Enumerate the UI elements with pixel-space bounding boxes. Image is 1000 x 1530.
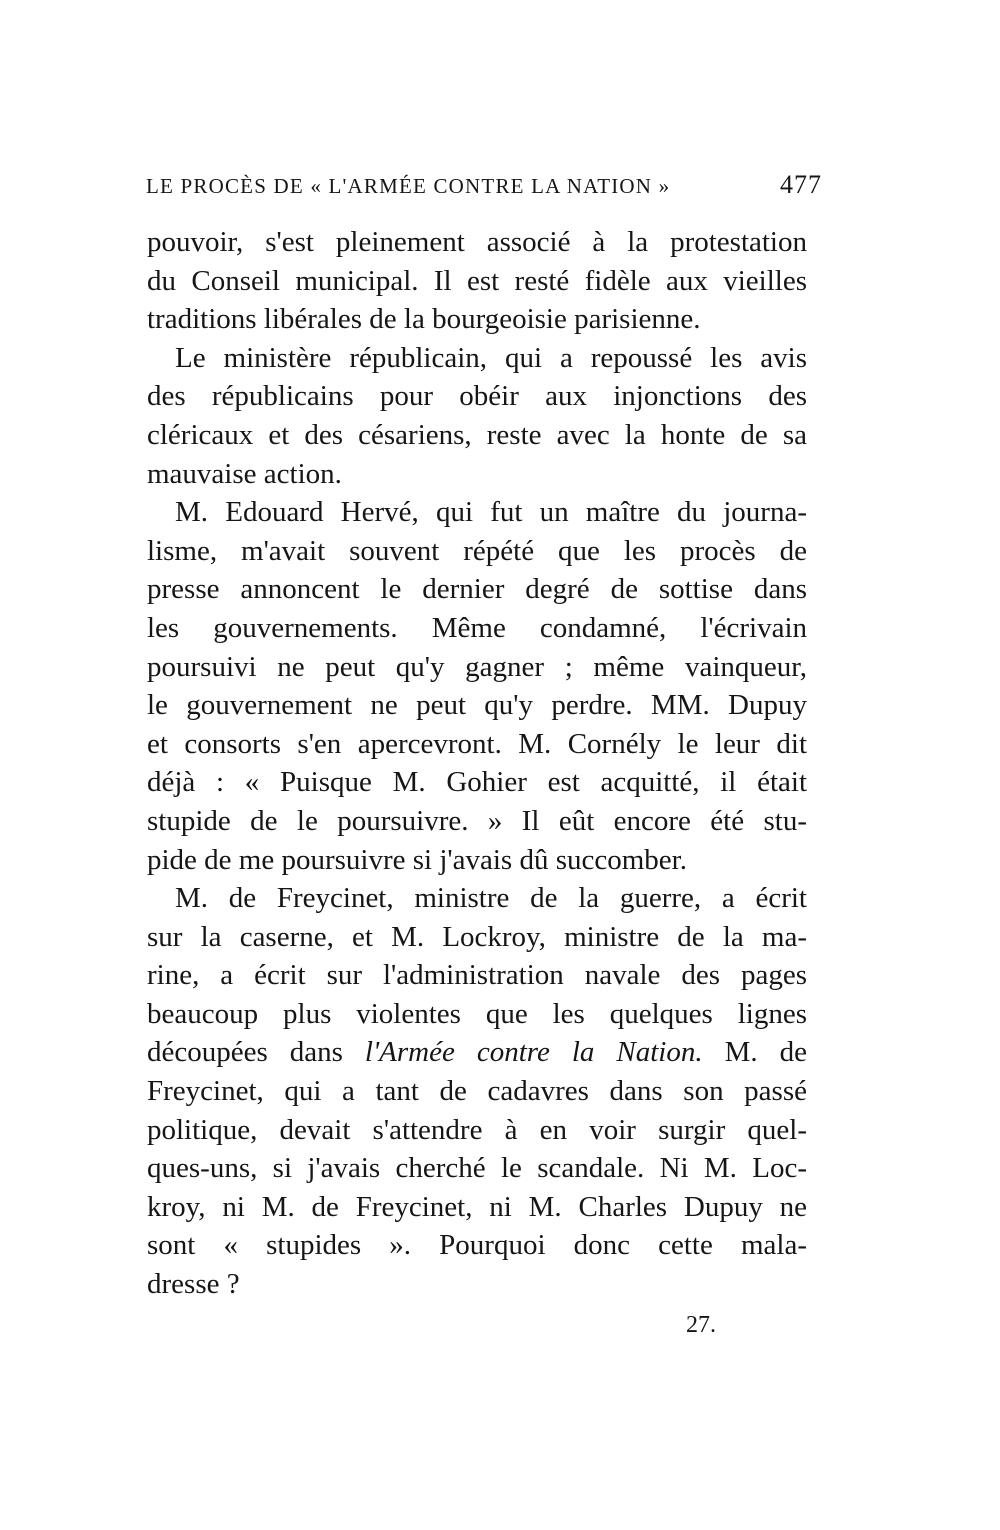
text-line: rine, a écrit sur l'administration navale des pages (147, 959, 807, 992)
text-line: sur la caserne, et M. Lockroy, ministre de la ma- (147, 920, 807, 953)
paragraph-start-line: Le ministère républicain, qui a repoussé les avis (175, 341, 807, 374)
paragraph-start-line: M. de Freycinet, ministre de la guerre, a écrit (175, 882, 807, 915)
text-line: cléricaux et des césariens, reste avec la honte de sa (147, 418, 807, 451)
line-text-before: découpées dans (147, 1036, 365, 1069)
text-line: du Conseil municipal. Il est resté fidèle aux vieilles (147, 264, 807, 297)
running-head (146, 170, 822, 202)
paragraph-start-line: M. Edouard Hervé, qui fut un maître du journa- (175, 496, 807, 529)
text-line: mauvaise action. (147, 457, 342, 490)
text-line: kroy, ni M. de Freycinet, ni M. Charles Dupuy ne (147, 1190, 807, 1223)
text-line: Freycinet, qui a tant de cadavres dans son passé (147, 1075, 807, 1108)
text-line: les gouvernements. Même condamné, l'écrivain (147, 611, 807, 644)
text-line: lisme, m'avait souvent répété que les procès de (147, 534, 807, 567)
text-line: poursuivi ne peut qu'y gagner ; même vainqueur, (147, 650, 807, 683)
text-line: dresse ? (147, 1268, 240, 1301)
line-text-after: M. de (702, 1036, 807, 1069)
text-line: ques-uns, si j'avais cherché le scandale. Ni M. Loc- (147, 1152, 807, 1185)
page-number: 477 (780, 170, 822, 199)
text-line: stupide de le poursuivre. » Il eût encore été stu- (147, 804, 807, 837)
signature-mark: 27. (686, 1312, 716, 1338)
text-line-with-title (147, 1033, 807, 1072)
text-line: déjà : « Puisque M. Gohier est acquitté, il était (147, 766, 807, 799)
running-title: LE PROCÈS DE « L'ARMÉE CONTRE LA NATION » (146, 174, 671, 198)
text-line: pouvoir, s'est pleinement associé à la protestation (147, 226, 807, 258)
book-title-italic: l'Armée contre la Nation. (364, 1036, 703, 1069)
text-line: politique, devait s'attendre à en voir surgir quel- (147, 1113, 807, 1146)
text-line: sont « stupides ». Pourquoi donc cette mala- (147, 1229, 807, 1262)
body-text (147, 223, 807, 1304)
text-line: et consorts s'en apercevront. M. Cornély le leur dit (147, 727, 807, 760)
text-line: beaucoup plus violentes que les quelques lignes (147, 997, 807, 1030)
text-line: traditions libérales de la bourgeoisie parisienne. (147, 303, 701, 336)
text-line: presse annoncent le dernier degré de sottise dans (147, 573, 807, 606)
text-line: pide de me poursuivre si j'avais dû succomber. (147, 843, 687, 876)
text-line: le gouvernement ne peut qu'y perdre. MM. Dupuy (147, 689, 807, 722)
text-line: des républicains pour obéir aux injonctions des (147, 380, 807, 413)
